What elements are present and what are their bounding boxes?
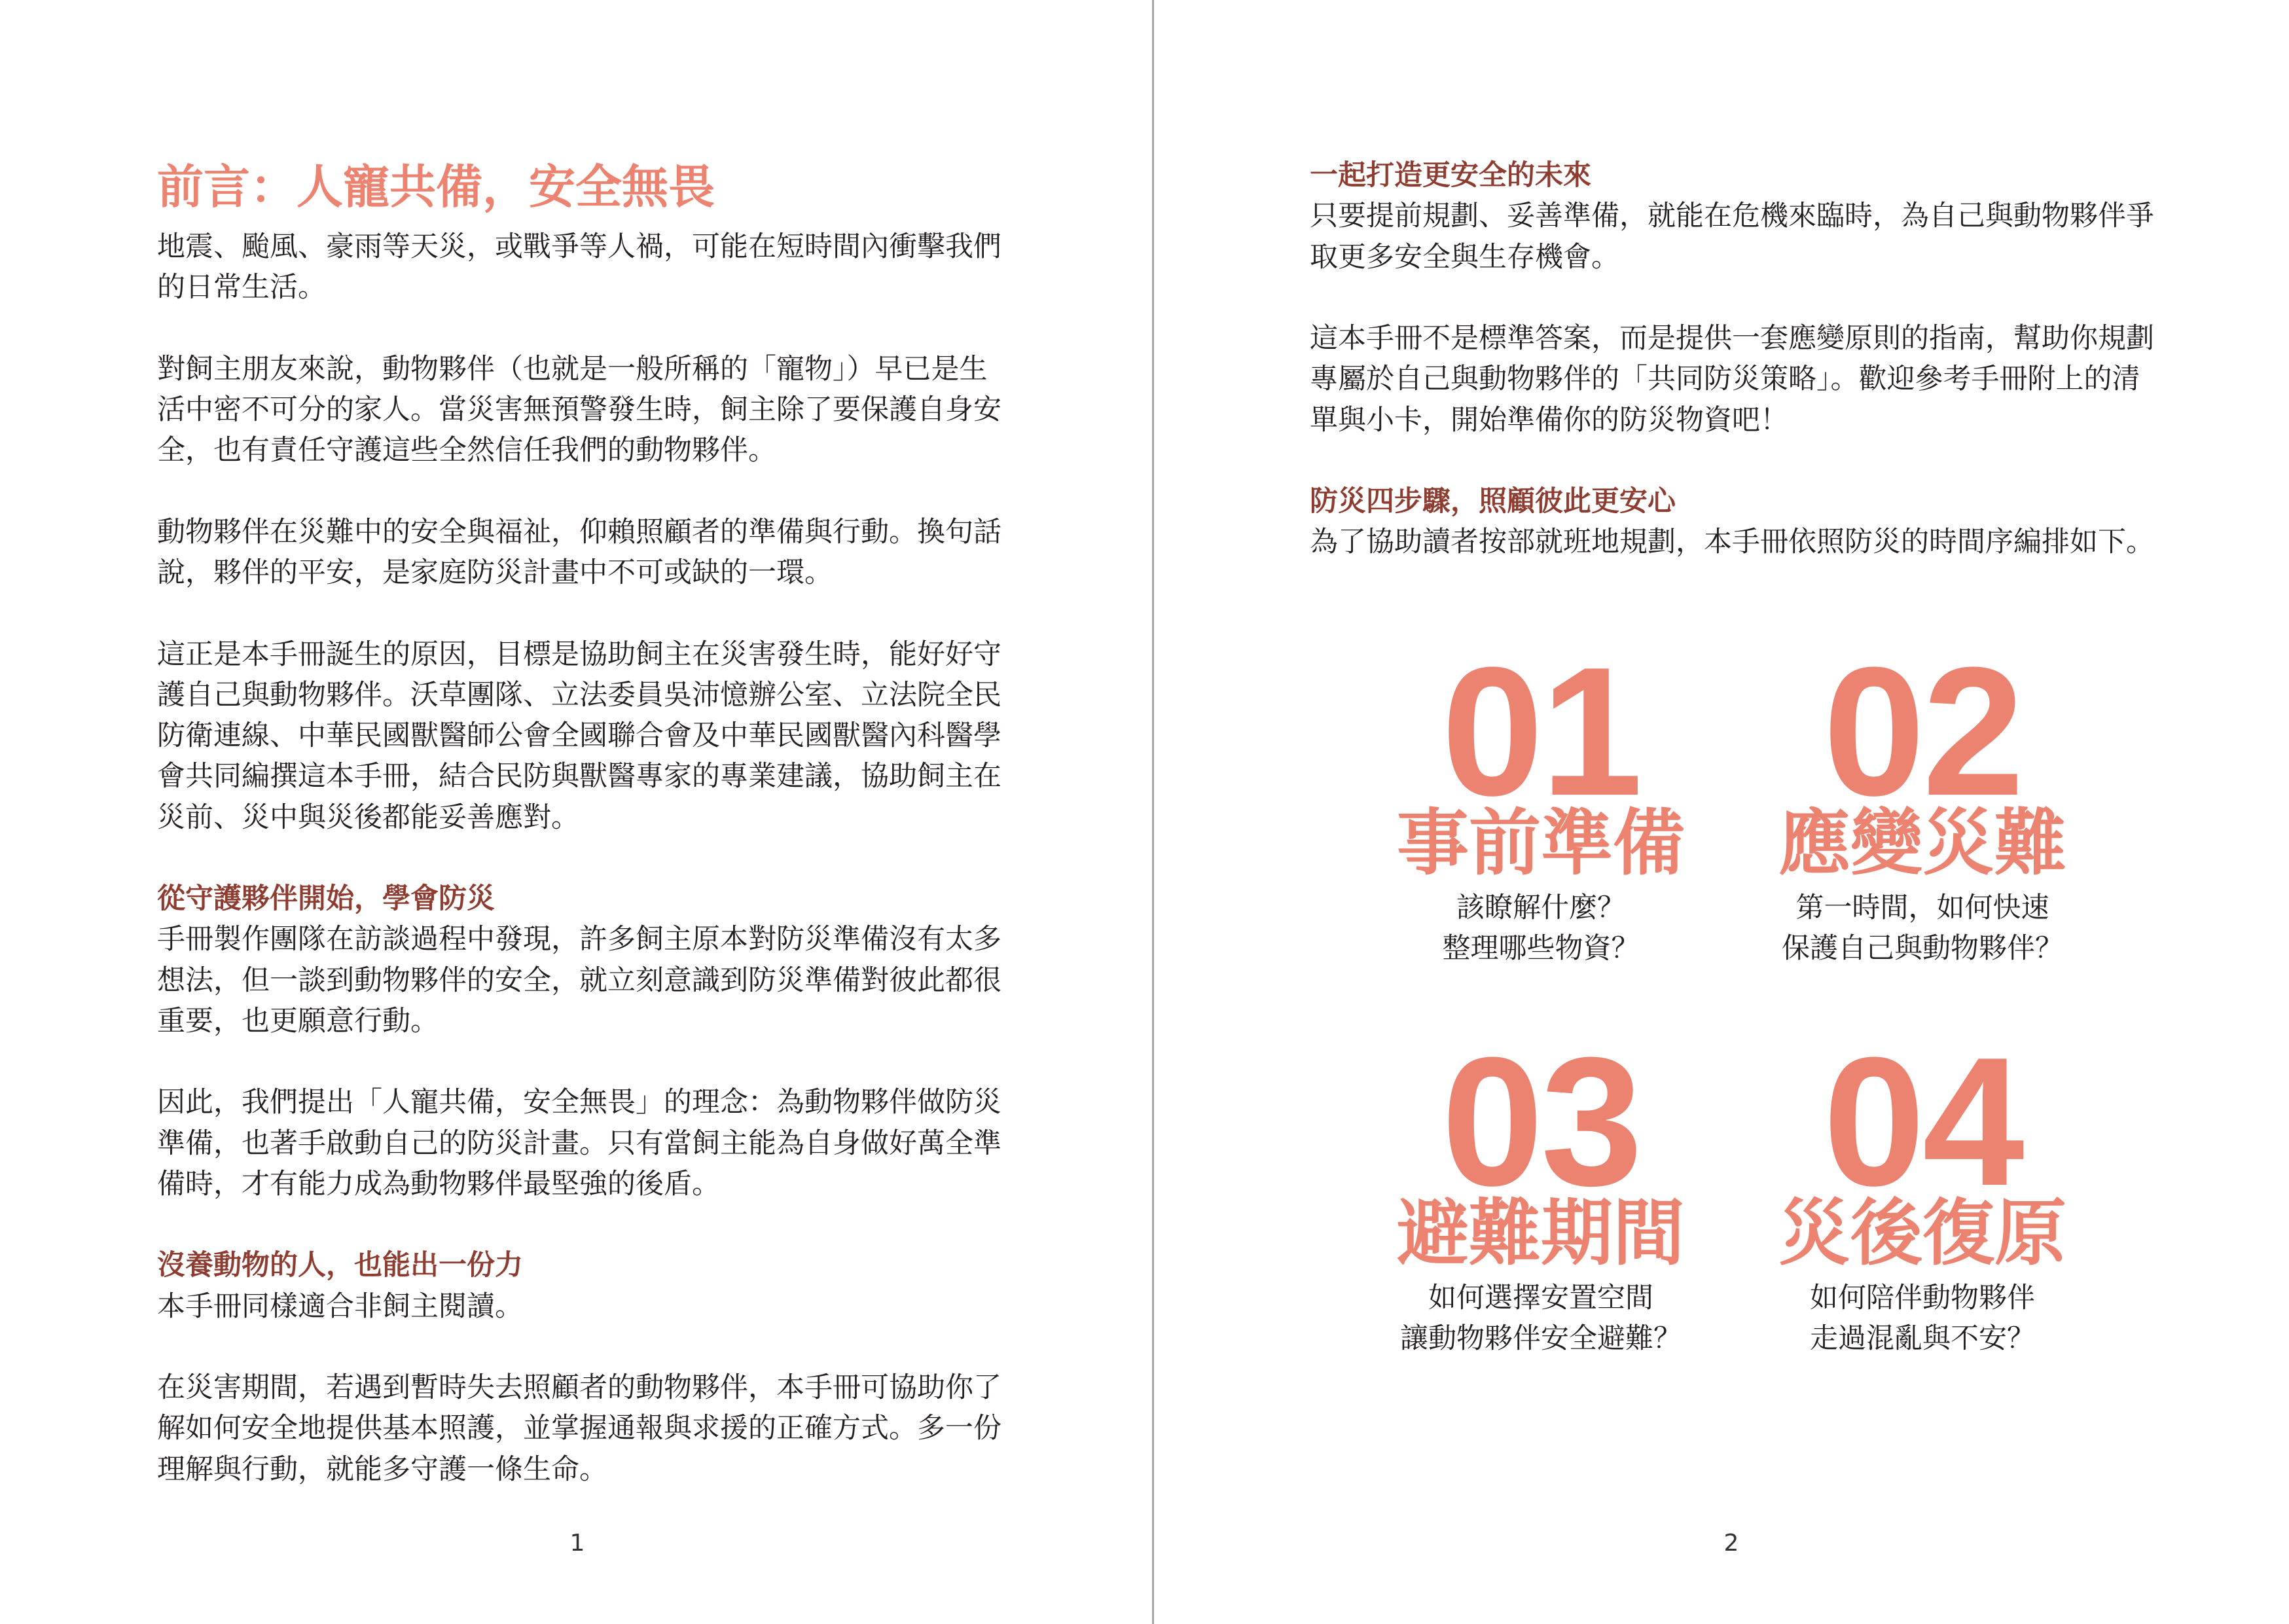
paragraph xyxy=(157,1245,1001,1327)
step-description xyxy=(1726,888,2119,969)
text-line: 對飼主朋友來說，動物夥伴（也就是一般所稱的「寵物」）早已是生 xyxy=(157,352,988,386)
text-line: 地震、颱風、豪雨等天災，或戰爭等人禍，可能在短時間內衝擊我們 xyxy=(157,230,1001,263)
text-line: 專屬於自己與動物夥伴的「共同防災策略」。歡迎參考手冊附上的清 xyxy=(1310,363,2140,396)
text-line: 只要提前規劃、妥善準備，就能在危機來臨時，為自己與動物夥伴爭 xyxy=(1310,200,2154,233)
step-number: 04 xyxy=(1823,1020,2022,1224)
step-title: 避難期間 xyxy=(1397,1191,1685,1275)
text-line: 準備，也著手啟動自己的防災計畫。只有當飼主能為自身做好萬全準 xyxy=(157,1127,1001,1160)
text-line: 這正是本手冊誕生的原因，目標是協助飼主在災害發生時，能好好守 xyxy=(157,638,1001,671)
text-line: 災前、災中與災後都能妥善應對。 xyxy=(157,801,579,834)
step-card xyxy=(1726,1020,2119,1371)
step-card xyxy=(1344,630,1737,981)
text-line: 動物夥伴在災難中的安全與福祉，仰賴照顧者的準備與行動。換句話 xyxy=(157,515,1001,549)
text-line: 重要，也更願意行動。 xyxy=(157,1004,439,1038)
step-description-line: 如何選擇安置空間 xyxy=(1428,1282,1653,1314)
paragraph xyxy=(157,1082,1001,1204)
paragraph xyxy=(1310,155,2154,278)
paragraph xyxy=(157,1367,1001,1490)
step-description-line: 讓動物夥伴安全避難？ xyxy=(1400,1322,1682,1356)
page-number: 2 xyxy=(1723,1530,1739,1557)
text-line: 說，夥伴的平安，是家庭防災計畫中不可或缺的一環。 xyxy=(157,556,833,589)
page-title: 前言：人寵共備，安全無畏 xyxy=(157,160,715,214)
text-line: 手冊製作團隊在訪談過程中發現，許多飼主原本對防災準備沒有太多 xyxy=(157,923,1001,956)
text-line: 防衛連線、中華民國獸醫師公會全國聯合會及中華民國獸醫內科醫學 xyxy=(157,719,1001,752)
text-line: 理解與行動，就能多守護一條生命。 xyxy=(157,1453,607,1486)
text-line: 因此，我們提出「人寵共備，安全無畏」的理念：為動物夥伴做防災 xyxy=(157,1086,1001,1119)
paragraph xyxy=(157,634,1001,838)
paragraph xyxy=(157,512,1001,594)
paragraph xyxy=(157,878,1001,1041)
step-description-line: 如何陪伴動物夥伴 xyxy=(1810,1282,2035,1314)
step-card xyxy=(1726,630,2119,981)
text-line: 這本手冊不是標準答案，而是提供一套應變原則的指南，幫助你規劃 xyxy=(1310,322,2154,355)
step-number: 01 xyxy=(1441,630,1640,834)
step-description-line: 整理哪些物資？ xyxy=(1442,932,1640,965)
step-description xyxy=(1344,888,1737,969)
step-description-line: 該瞭解什麼？ xyxy=(1456,892,1625,924)
section-heading: 一起打造更安全的未來 xyxy=(1310,159,1591,192)
text-line: 單與小卡，開始準備你的防災物資吧！ xyxy=(1310,403,1788,437)
text-line: 會共同編撰這本手冊，結合民防與獸醫專家的專業建議，協助飼主在 xyxy=(157,760,1001,793)
step-title: 災後復原 xyxy=(1778,1191,2066,1275)
page-body xyxy=(1310,155,2154,563)
step-title: 事前準備 xyxy=(1397,801,1685,885)
page-body xyxy=(157,226,1001,1490)
text-line: 備時，才有能力成為動物夥伴最堅強的後盾。 xyxy=(157,1167,720,1200)
text-line: 為了協助讀者按部就班地規劃，本手冊依照防災的時間序編排如下。 xyxy=(1310,526,2154,559)
section-heading: 從守護夥伴開始，學會防災 xyxy=(157,882,495,915)
text-line: 想法，但一談到動物夥伴的安全，就立刻意識到防災準備對彼此都很 xyxy=(157,964,1001,997)
step-title: 應變災難 xyxy=(1778,801,2066,885)
step-description xyxy=(1344,1278,1737,1360)
step-description-line: 第一時間，如何快速 xyxy=(1795,892,2049,924)
text-line: 全，也有責任守護這些全然信任我們的動物夥伴。 xyxy=(157,434,776,467)
text-line: 護自己與動物夥伴。沃草團隊、立法委員吳沛憶辦公室、立法院全民 xyxy=(157,678,1001,712)
paragraph xyxy=(157,226,1001,308)
step-number: 02 xyxy=(1823,630,2022,834)
step-number: 03 xyxy=(1441,1020,1640,1224)
paragraph xyxy=(1310,481,2154,563)
text-line: 活中密不可分的家人。當災害無預警發生時，飼主除了要保護自身安 xyxy=(157,393,1001,426)
section-heading: 沒養動物的人，也能出一份力 xyxy=(157,1249,523,1282)
text-line: 本手冊同樣適合非飼主閱讀。 xyxy=(157,1290,523,1323)
step-description xyxy=(1726,1278,2119,1360)
step-description-line: 保護自己與動物夥伴？ xyxy=(1782,932,2063,965)
step-description-line: 走過混亂與不安？ xyxy=(1810,1322,2035,1356)
text-line: 在災害期間，若遇到暫時失去照顧者的動物夥伴，本手冊可協助你了 xyxy=(157,1371,1001,1404)
paragraph xyxy=(1310,318,2154,441)
paragraph xyxy=(157,349,1001,471)
step-card xyxy=(1344,1020,1737,1371)
text-line: 解如何安全地提供基本照護，並掌握通報與求援的正確方式。多一份 xyxy=(157,1412,1001,1445)
page-number: 1 xyxy=(569,1530,585,1557)
section-heading: 防災四步驟，照顧彼此更安心 xyxy=(1310,485,1676,518)
text-line: 取更多安全與生存機會。 xyxy=(1310,240,1619,274)
page-right xyxy=(1154,0,2289,1624)
text-line: 的日常生活。 xyxy=(157,271,326,304)
